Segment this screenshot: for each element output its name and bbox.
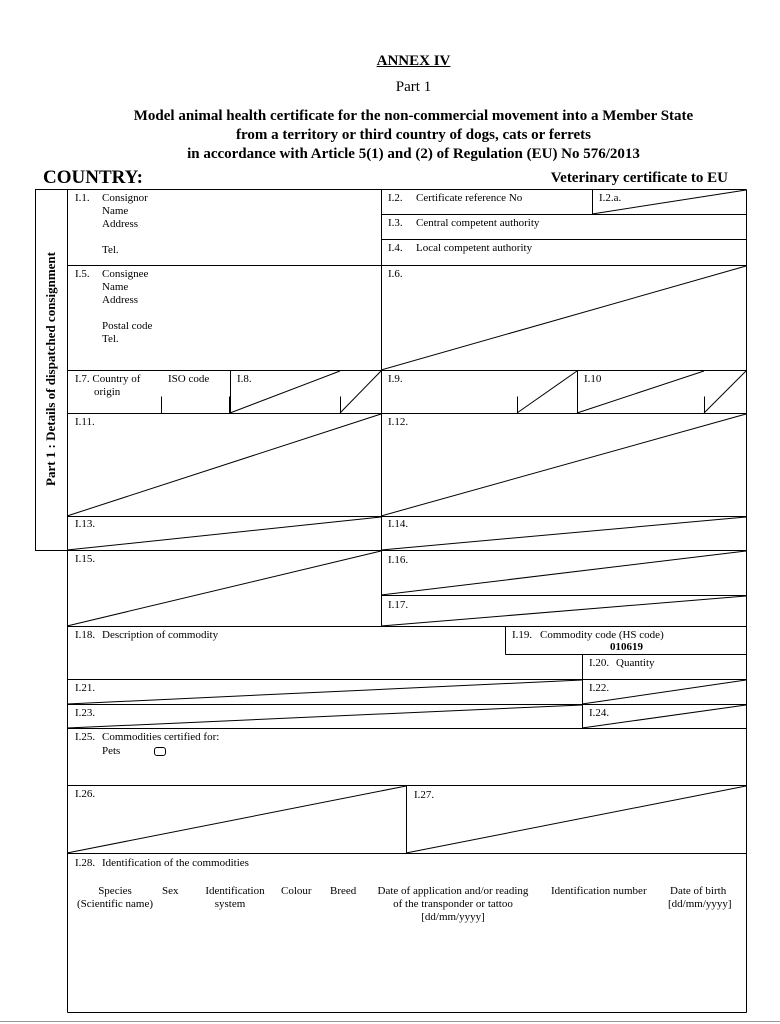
column-identification: Identification (205, 885, 265, 897)
i18-description-of-commodity-field[interactable]: Description of commodity (102, 629, 219, 641)
column-species: Species (98, 885, 132, 897)
i2a-label: I.2.a. (599, 192, 622, 204)
i5-tel-label[interactable]: Tel. (102, 333, 119, 345)
column-date-of-birth: Date of birth (670, 885, 727, 897)
i23-label: I.23. (75, 707, 96, 719)
i7-country-of-origin-label: I.7. Country of (75, 373, 141, 385)
i1-address-label[interactable]: Address (102, 218, 139, 230)
i16-label: I.16. (388, 554, 409, 566)
column-species-sub: (Scientific name) (76, 898, 154, 910)
i7-origin-label: origin (94, 386, 121, 398)
i27-label: I.27. (414, 789, 435, 801)
column-date-application-sub2: [dd/mm/yyyy] (421, 911, 485, 923)
part1-side-label: Part 1 : Details of dispatched consignment (43, 252, 58, 486)
title-line-1: Model animal health certificate for the non-commercial movement into a Member State (133, 108, 694, 124)
i11-label: I.11. (75, 416, 95, 428)
i14-label: I.14. (388, 518, 409, 530)
i10-label: I.10 (584, 373, 602, 385)
i26-label: I.26. (75, 788, 96, 800)
annex-heading: ANNEX IV (376, 53, 451, 69)
i1-tel-label[interactable]: Tel. (102, 244, 119, 256)
column-identification-sub: system (214, 898, 246, 910)
i5-address-label[interactable]: Address (102, 294, 139, 306)
i19-commodity-code-value[interactable]: 010619 (610, 641, 643, 653)
i28-identification-label: Identification of the commodities (102, 857, 249, 869)
column-identification-number: Identification number (551, 885, 647, 897)
i5-postal-code-label[interactable]: Postal code (102, 320, 153, 332)
column-sex: Sex (162, 885, 179, 897)
column-date-of-birth-sub: [dd/mm/yyyy] (668, 898, 732, 910)
country-label: COUNTRY: (43, 167, 143, 188)
i25-commodities-certified-label: Commodities certified for: (102, 731, 220, 743)
i21-label: I.21. (75, 682, 96, 694)
i3-number: I.3. (388, 217, 403, 229)
i20-number: I.20. (589, 657, 610, 669)
i2-number: I.2. (388, 192, 403, 204)
column-colour: Colour (281, 885, 312, 897)
i20-quantity-field[interactable]: Quantity (616, 657, 655, 669)
i8-label: I.8. (237, 373, 252, 385)
i28-number: I.28. (75, 857, 96, 869)
i19-commodity-code-label: Commodity code (HS code) (540, 629, 664, 641)
column-date-application-sub1: of the transponder or tattoo (393, 898, 513, 910)
i15-label: I.15. (75, 553, 96, 565)
i1-consignor-label: Consignor (102, 192, 148, 204)
title-line-2: from a territory or third country of dogs, cats or ferrets (235, 127, 592, 143)
column-date-application: Date of application and/or reading (377, 885, 529, 897)
i1-number: I.1. (75, 192, 90, 204)
i19-number: I.19. (512, 629, 533, 641)
i1-name-label[interactable]: Name (102, 205, 129, 217)
i5-name-label[interactable]: Name (102, 281, 129, 293)
i13-label: I.13. (75, 518, 96, 530)
i9-label: I.9. (388, 373, 403, 385)
column-breed: Breed (330, 885, 357, 897)
iso-code-label[interactable]: ISO code (168, 373, 210, 385)
i6-label: I.6. (388, 268, 403, 280)
i4-number: I.4. (388, 242, 403, 254)
vet-cert-label: Veterinary certificate to EU (550, 170, 728, 186)
i22-label: I.22. (589, 682, 610, 694)
title-line-3: in accordance with Article 5(1) and (2) of Regulation (EU) No 576/2013 (187, 146, 640, 162)
i18-number: I.18. (75, 629, 96, 641)
i2-certificate-reference-field[interactable]: Certificate reference No (416, 192, 523, 204)
i12-label: I.12. (388, 416, 409, 428)
i5-consignee-label: Consignee (102, 268, 149, 280)
pets-checkbox[interactable] (154, 747, 166, 756)
i3-central-authority-field[interactable]: Central competent authority (416, 217, 540, 229)
i5-number: I.5. (75, 268, 90, 280)
i17-label: I.17. (388, 599, 409, 611)
i4-local-authority-field[interactable]: Local competent authority (416, 242, 533, 254)
i25-number: I.25. (75, 731, 96, 743)
i24-label: I.24. (589, 707, 610, 719)
i25-pets-label: Pets (102, 745, 121, 757)
part-heading: Part 1 (395, 79, 432, 95)
